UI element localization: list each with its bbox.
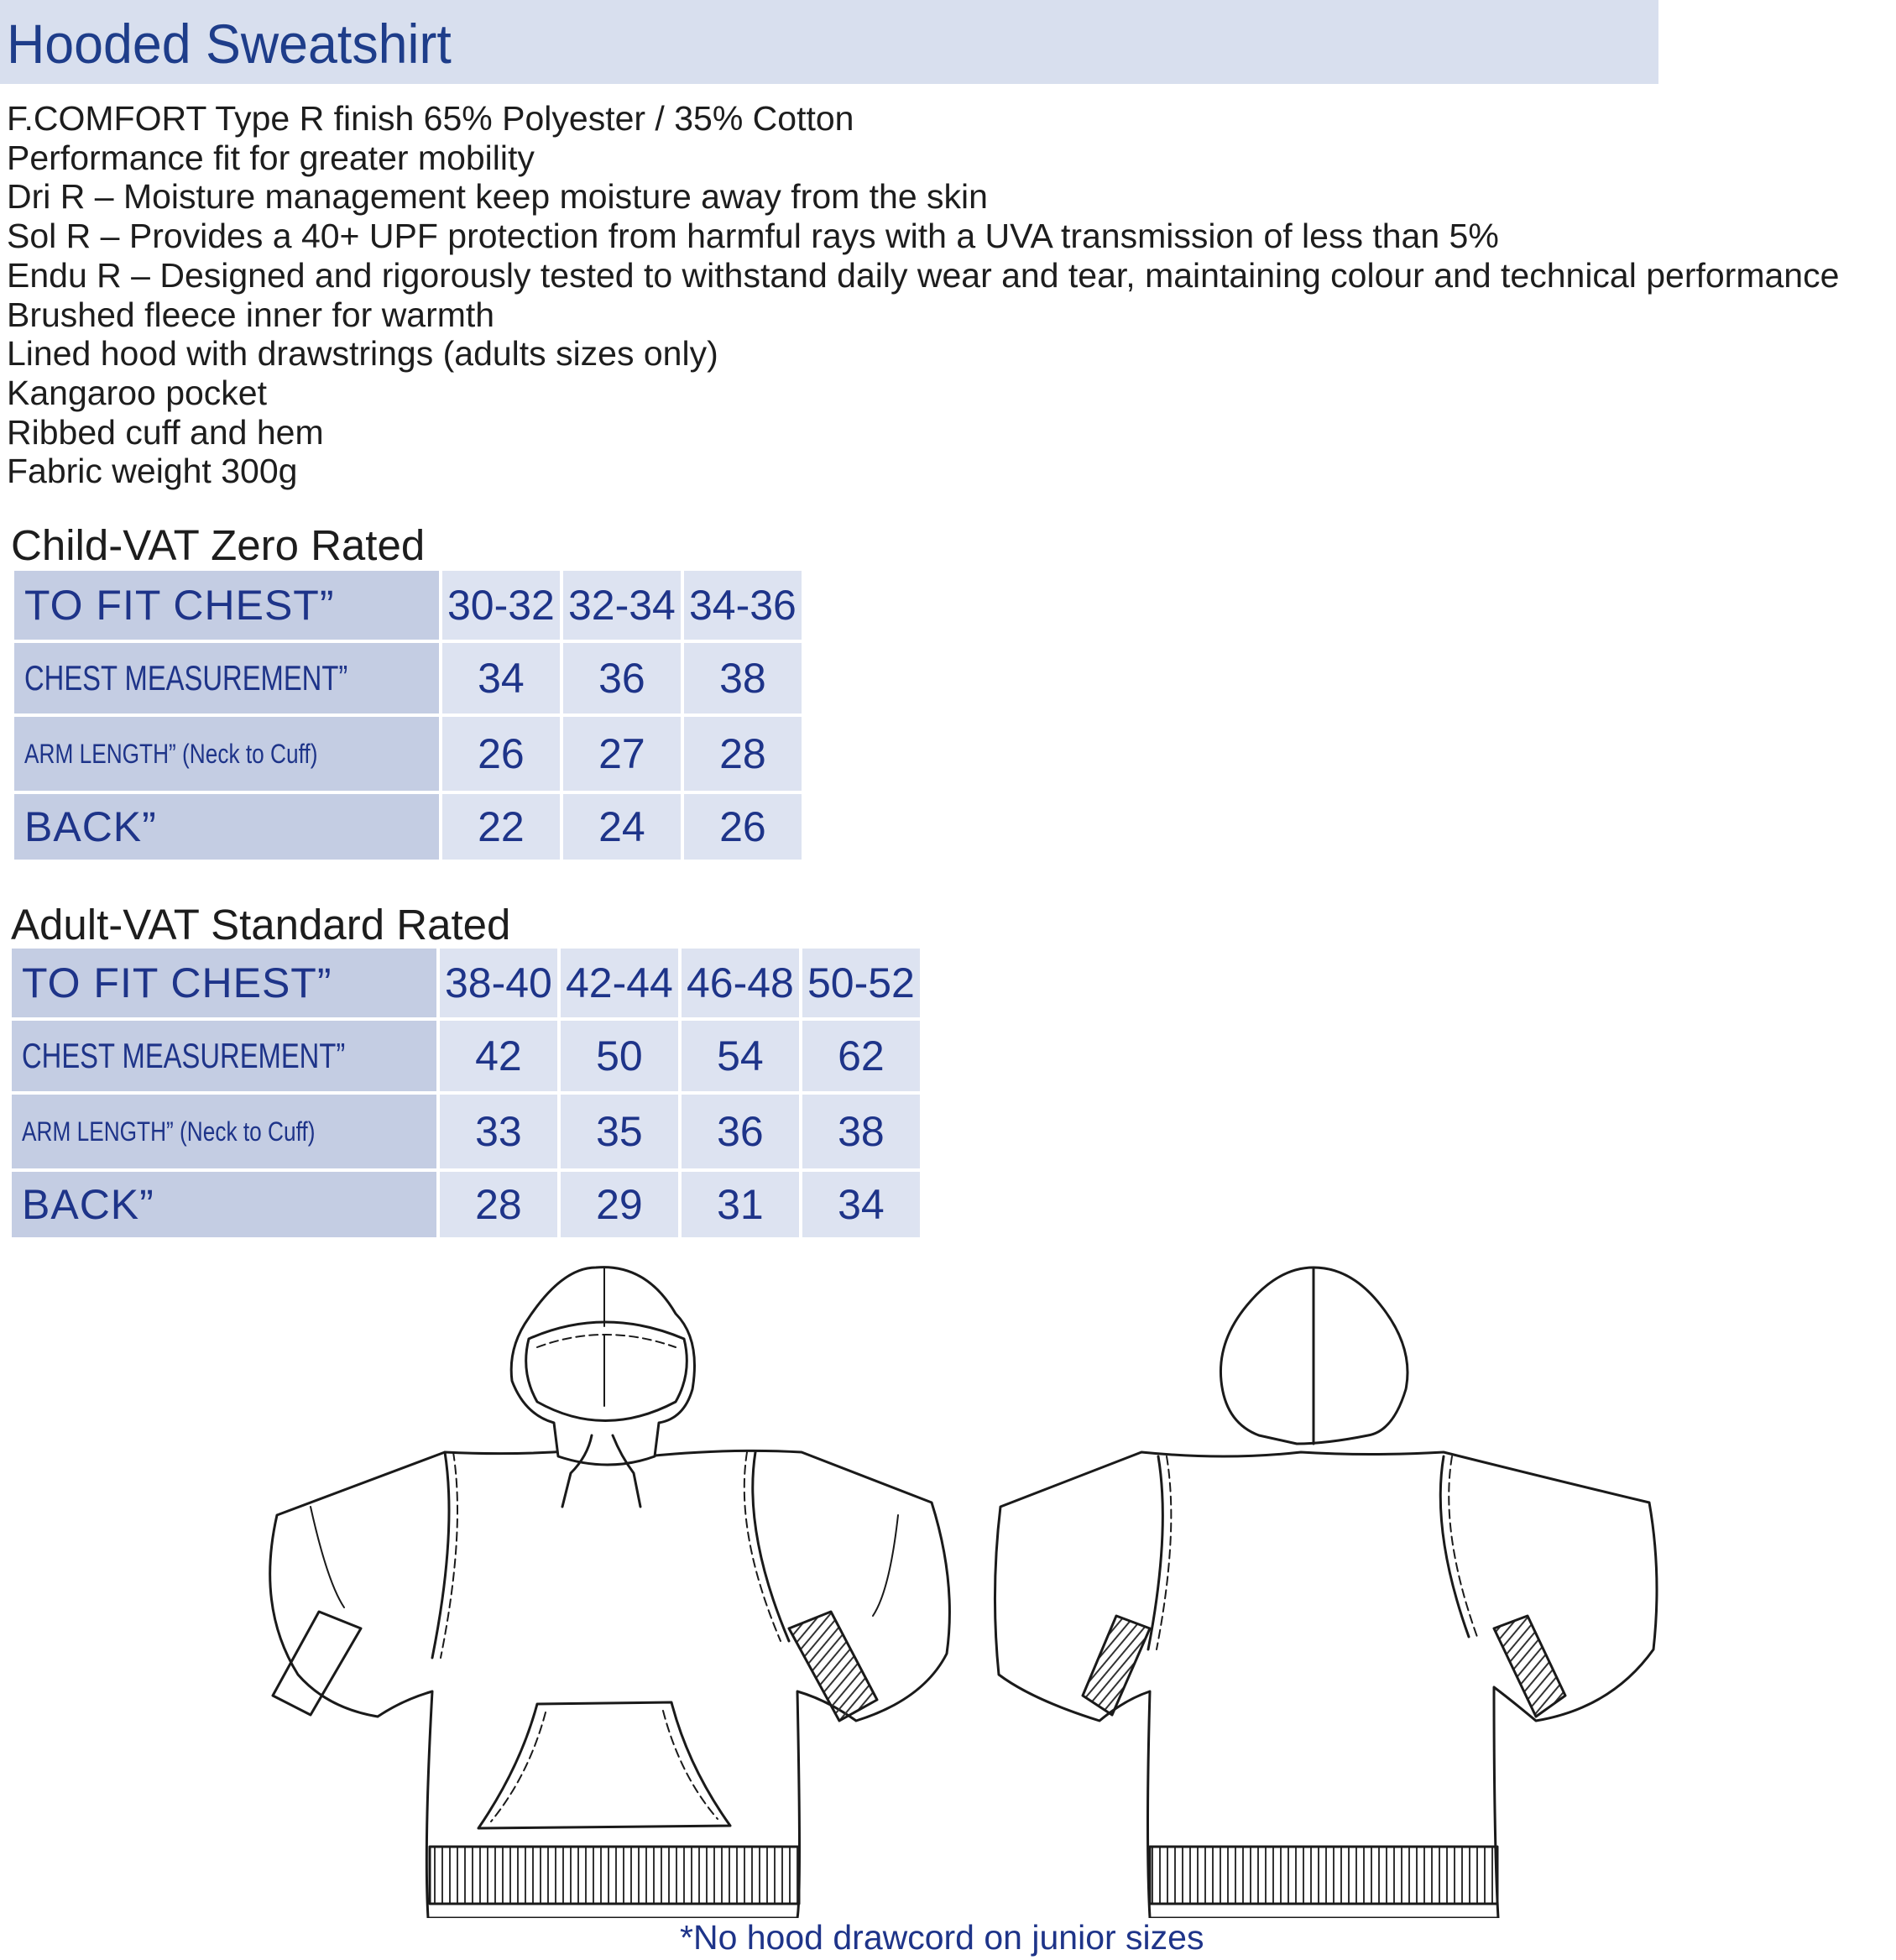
child-size-table bbox=[11, 567, 805, 863]
table-cell: 28 bbox=[684, 717, 802, 791]
table-cell: 24 bbox=[563, 794, 681, 860]
feature-item: Dri R – Moisture management keep moisture away from the skin bbox=[7, 177, 988, 217]
table-cell: 31 bbox=[682, 1172, 799, 1237]
adult-table-title: Adult-VAT Standard Rated bbox=[11, 901, 511, 949]
feature-item: Endu R – Designed and rigorously tested to withstand daily wear and tear, maintaining colour and technical performance bbox=[7, 255, 1840, 295]
table-cell: 50 bbox=[561, 1021, 678, 1091]
title-bar bbox=[0, 0, 1658, 84]
child-table-title: Child-VAT Zero Rated bbox=[11, 521, 426, 569]
feature-item: Lined hood with drawstrings (adults sizes only) bbox=[7, 334, 718, 374]
page-title: Hooded Sweatshirt bbox=[7, 13, 452, 75]
table-cell: 30-32 bbox=[442, 571, 560, 640]
table-row bbox=[12, 949, 920, 1017]
table-cell: 33 bbox=[440, 1095, 557, 1168]
feature-item: Performance fit for greater mobility bbox=[7, 138, 535, 177]
table-cell: 34 bbox=[802, 1172, 920, 1237]
table-cell: 22 bbox=[442, 794, 560, 860]
table-cell: 34-36 bbox=[684, 571, 802, 640]
row-label: ARM LENGTH” (Neck to Cuff) bbox=[12, 1095, 436, 1168]
row-label: TO FIT CHEST” bbox=[14, 571, 439, 640]
table-cell: 42 bbox=[440, 1021, 557, 1091]
table-cell: 62 bbox=[802, 1021, 920, 1091]
table-cell: 27 bbox=[563, 717, 681, 791]
feature-item: F.COMFORT Type R finish 65% Polyester / 35% Cotton bbox=[7, 99, 854, 138]
row-label: CHEST MEASUREMENT” bbox=[12, 1021, 436, 1091]
feature-item: Kangaroo pocket bbox=[7, 373, 268, 412]
table-cell: 54 bbox=[682, 1021, 799, 1091]
table-row bbox=[14, 643, 802, 713]
table-cell: 46-48 bbox=[682, 949, 799, 1017]
hoodie-illustrations bbox=[252, 1255, 1679, 1918]
row-label: ARM LENGTH” (Neck to Cuff) bbox=[14, 717, 439, 791]
table-row bbox=[14, 717, 802, 791]
table-row bbox=[14, 571, 802, 640]
table-cell: 38-40 bbox=[440, 949, 557, 1017]
feature-item: Ribbed cuff and hem bbox=[7, 412, 324, 452]
table-row bbox=[14, 794, 802, 860]
table-cell: 34 bbox=[442, 643, 560, 713]
table-cell: 36 bbox=[682, 1095, 799, 1168]
table-cell: 32-34 bbox=[563, 571, 681, 640]
table-cell: 28 bbox=[440, 1172, 557, 1237]
feature-list bbox=[7, 99, 1839, 491]
table-cell: 29 bbox=[561, 1172, 678, 1237]
hoodie-back-sketch bbox=[995, 1267, 1657, 1918]
table-cell: 26 bbox=[442, 717, 560, 791]
table-row bbox=[12, 1172, 920, 1237]
table-cell: 38 bbox=[802, 1095, 920, 1168]
table-cell: 38 bbox=[684, 643, 802, 713]
footnote: *No hood drawcord on junior sizes bbox=[680, 1918, 1204, 1957]
table-cell: 42-44 bbox=[561, 949, 678, 1017]
feature-item: Sol R – Provides a 40+ UPF protection from harmful rays with a UVA transmission of less than 5% bbox=[7, 217, 1499, 256]
table-cell: 26 bbox=[684, 794, 802, 860]
row-label: BACK” bbox=[12, 1172, 436, 1237]
row-label: TO FIT CHEST” bbox=[12, 949, 436, 1017]
table-row bbox=[12, 1021, 920, 1091]
hoodie-front-sketch bbox=[270, 1267, 950, 1918]
table-cell: 50-52 bbox=[802, 949, 920, 1017]
table-row bbox=[12, 1095, 920, 1168]
table-cell: 35 bbox=[561, 1095, 678, 1168]
table-cell: 36 bbox=[563, 643, 681, 713]
feature-item: Fabric weight 300g bbox=[7, 452, 298, 491]
feature-item: Brushed fleece inner for warmth bbox=[7, 295, 495, 334]
row-label: BACK” bbox=[14, 794, 439, 860]
adult-size-table bbox=[8, 945, 923, 1241]
row-label: CHEST MEASUREMENT” bbox=[14, 643, 439, 713]
